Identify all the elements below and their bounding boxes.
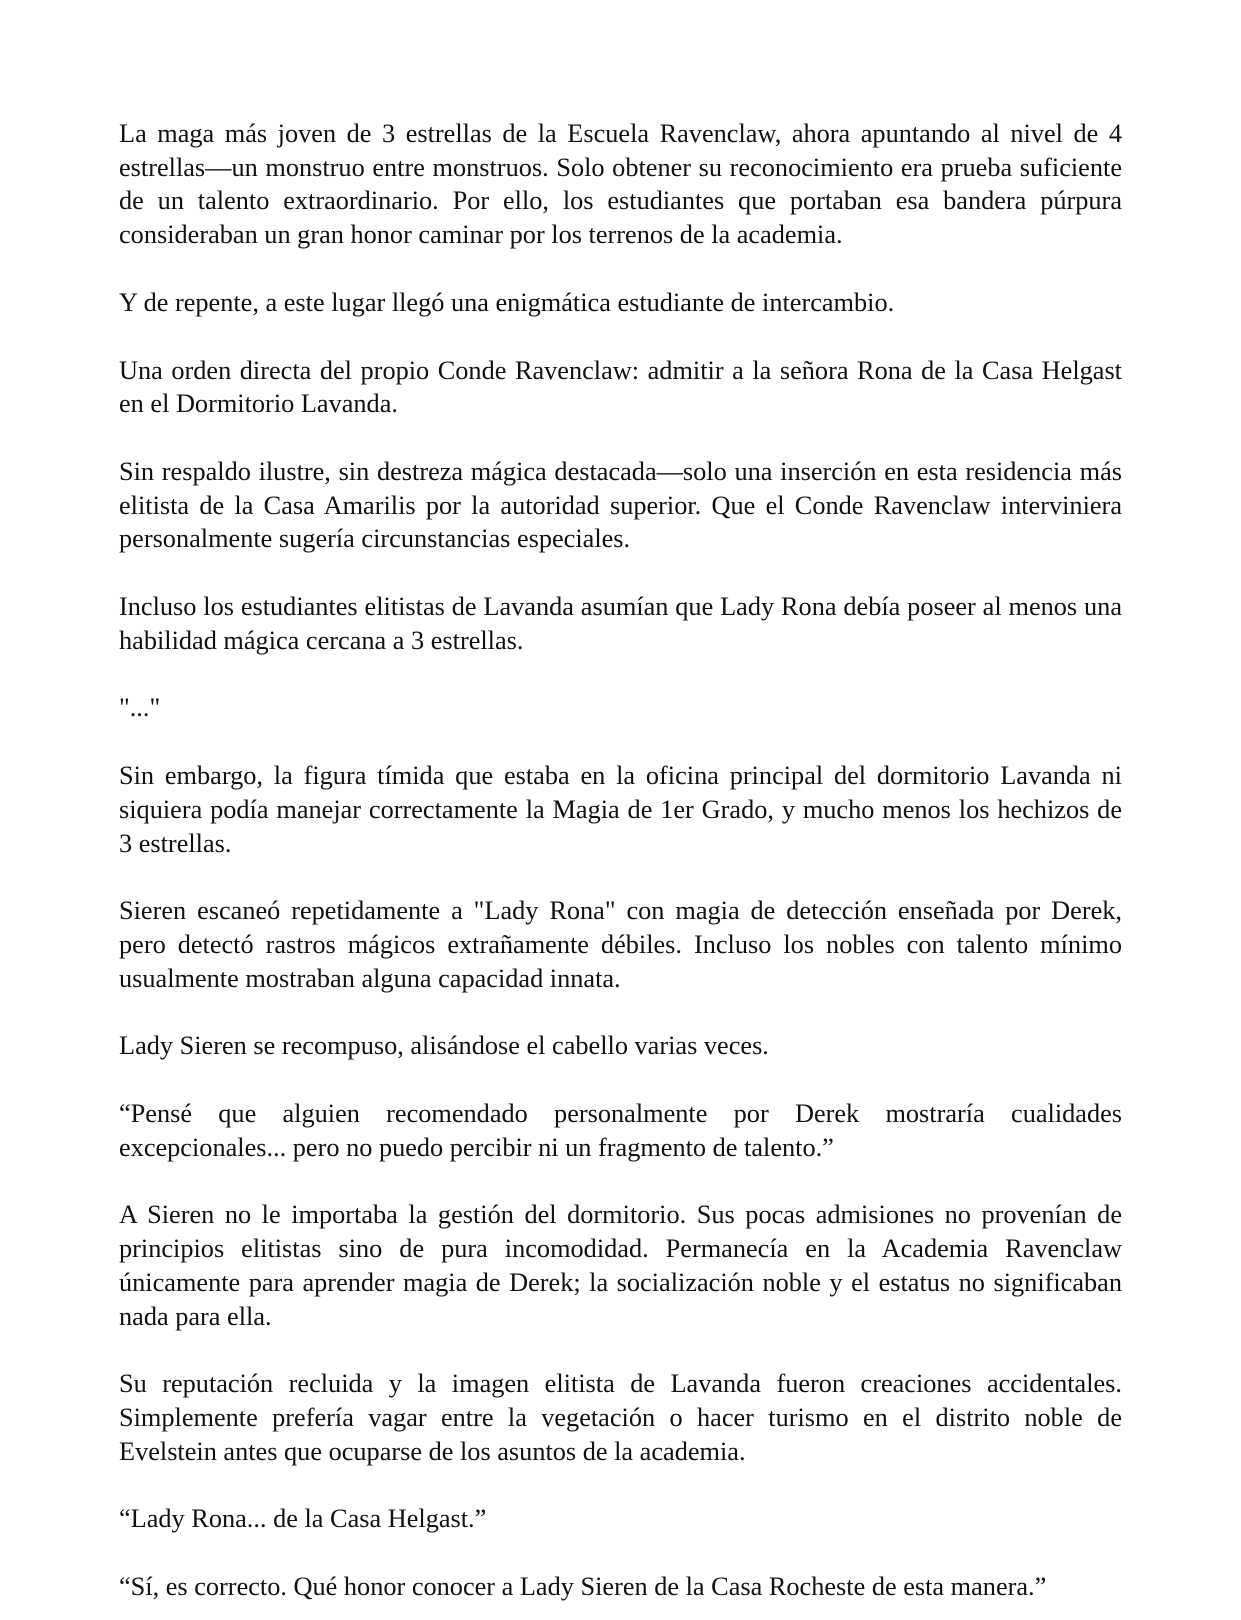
paragraph: Y de repente, a este lugar llegó una enigmática estudiante de intercambio. [119,287,895,317]
paragraph: Sieren escaneó repetidamente a "Lady Rona" con magia de detección enseñada por Derek, pero detectó rastros mágicos extrañamente débiles. Incluso los nobles con talento mínimo usualmente mostraban alguna capacidad innata. [119,896,1122,993]
paragraph: Sin embargo, la figura tímida que estaba en la oficina principal del dormitorio Lavanda ni siquiera podía manejar correctamente la Magia de 1er Grado, y mucho menos los hechizos de 3 estrellas. [119,761,1122,858]
paragraph: Incluso los estudiantes elitistas de Lavanda asumían que Lady Rona debía poseer al menos una habilidad mágica cercana a 3 estrellas. [119,592,1122,655]
paragraph: “Sí, es correcto. Qué honor conocer a Lady Sieren de la Casa Rocheste de esta manera.” [119,1572,1047,1602]
paragraph: Sin respaldo ilustre, sin destreza mágica destacada—solo una inserción en esta residencia más elitista de la Casa Amarilis por la autoridad superior. Que el Conde Ravenclaw interviniera personalmente sugería circunstancias especiales. [119,456,1122,554]
paragraph: La maga más joven de 3 estrellas de la Escuela Ravenclaw, ahora apuntando al nivel de 4 estrellas—un monstruo entre monstruos. Solo obtener su reconocimiento era prueba suficiente de un talento extraordinario. Por ello, los estudiantes que portaban esa bandera púrpura consideraban un gran honor caminar por los terrenos de la academia. [119,119,1122,250]
paragraph: A Sieren no le importaba la gestión del dormitorio. Sus pocas admisiones no provenían de principios elitistas sino de pura incomodidad. Permanecía en la Academia Ravenclaw únicamente para aprender magia de Derek; la socialización noble y el estatus no significaban nada para ella. [119,1200,1122,1331]
paragraph: Lady Sieren se recompuso, alisándose el cabello varias veces. [119,1031,769,1061]
paragraph: “Pensé que alguien recomendado personalmente por Derek mostraría cualidades excepcionales... pero no puedo percibir ni un fragmento de talento.” [119,1099,1122,1162]
paragraph: “Lady Rona... de la Casa Helgast.” [119,1504,487,1534]
paragraph: Una orden directa del propio Conde Ravenclaw: admitir a la señora Rona de la Casa Helgast en el Dormitorio Lavanda. [119,355,1122,419]
document-page [119,117,1122,1604]
paragraph: "..." [119,693,161,723]
paragraph: Su reputación recluida y la imagen elitista de Lavanda fueron creaciones accidentales. Simplemente prefería vagar entre la vegetación o hacer turismo en el distrito noble de Evelstein antes que ocuparse de los asuntos de la academia. [119,1369,1122,1466]
